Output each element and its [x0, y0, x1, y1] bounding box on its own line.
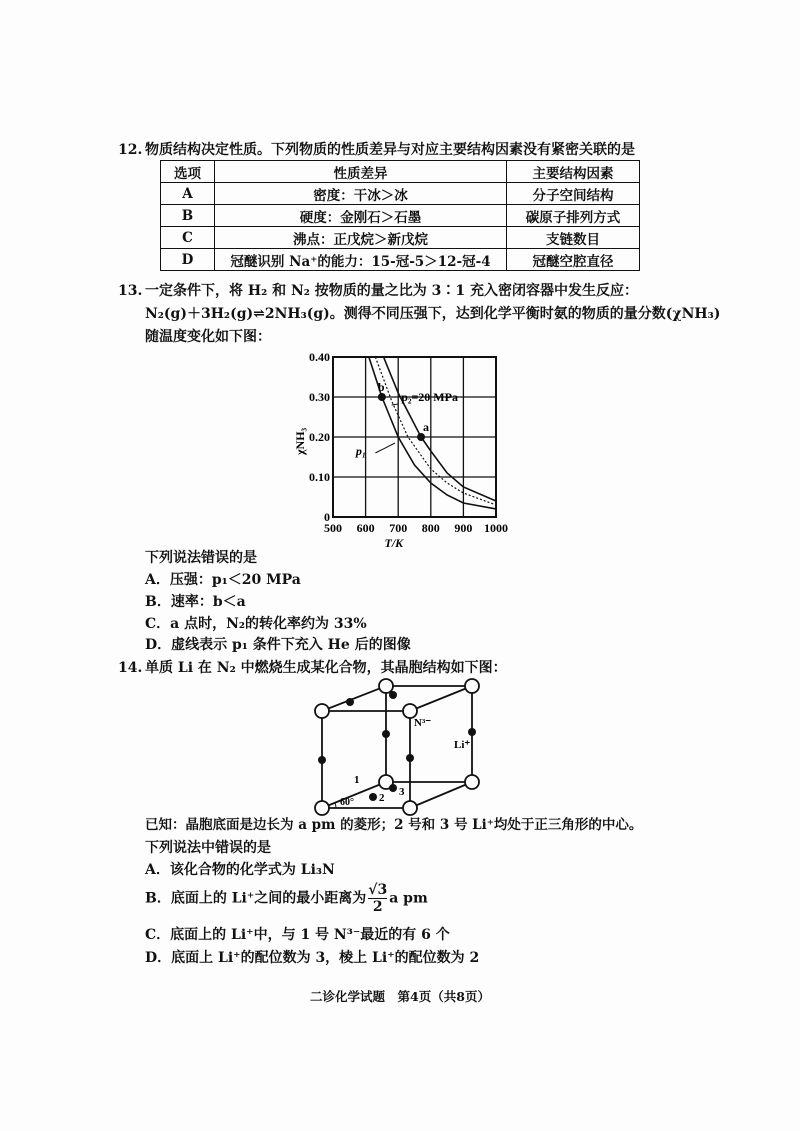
table-cell: 沸点：正戊烷＞新戊烷	[215, 227, 507, 249]
point-label: a	[423, 420, 430, 434]
q13-line1: 一定条件下，将 H₂ 和 N₂ 按物质的量之比为 3∶1 充入密闭容器中发生反应：	[145, 283, 639, 299]
q14-option-d: D．底面上 Li⁺的配位数为 3，棱上 Li⁺的配位数为 2	[145, 950, 480, 966]
y-tick-label: 0.40	[309, 350, 330, 364]
y-axis-label: χNH₃	[293, 427, 307, 455]
table-cell: D	[161, 249, 215, 271]
table-cell: 密度：干冰＞冰	[215, 183, 507, 205]
q12-stem: 物质结构决定性质。下列物质的性质差异与对应主要结构因素没有紧密关联的是	[145, 142, 635, 158]
table-header: 选项	[161, 161, 215, 183]
q14-option-a: A．该化合物的化学式为 Li₃N	[145, 862, 335, 878]
table-cell: 支链数目	[507, 227, 640, 249]
fraction-numerator: √3	[368, 882, 388, 898]
table-header: 性质差异	[215, 161, 507, 183]
q14-option-b	[145, 882, 428, 915]
q13-line3: 随温度变化如下图：	[145, 329, 271, 345]
table-cell: C	[161, 227, 215, 249]
label-1: 1	[354, 774, 360, 786]
x-tick-label: 1000	[484, 521, 508, 535]
q13-number: 13.	[118, 283, 143, 299]
q14-question: 下列说法中错误的是	[145, 840, 271, 856]
table-header: 主要结构因素	[507, 161, 640, 183]
x-tick-label: 600	[356, 521, 375, 535]
q13-option-b: B．速率：b＜a	[145, 594, 246, 610]
q13-line2: N₂(g)＋3H₂(g)⇌2NH₃(g)。测得不同压强下，达到化学平衡时氨的物质的量分数(χNH₃)	[145, 306, 721, 322]
angle-label: 60°	[340, 797, 354, 808]
fraction	[368, 882, 387, 915]
option-b-unit: a pm	[389, 890, 428, 907]
x-axis-label: T/K	[384, 536, 404, 550]
q13-option-c: C．a 点时，N₂的转化率约为 33%	[145, 616, 367, 632]
label-3: 3	[399, 786, 405, 798]
table-cell: 冠醚空腔直径	[507, 249, 640, 271]
page-footer: 二诊化学试题 第4页（共8页）	[310, 989, 490, 1004]
x-tick-label: 500	[324, 521, 342, 535]
q13-option-a: A．压强：p₁＜20 MPa	[145, 572, 301, 588]
q14-number: 14.	[118, 660, 143, 676]
table-cell: 冠醚识别 Na⁺的能力：15-冠-5＞12-冠-4	[215, 249, 507, 271]
table-cell: 分子空间结构	[507, 183, 640, 205]
table-cell: 硬度：金刚石＞石墨	[215, 205, 507, 227]
x-tick-label: 700	[389, 521, 408, 535]
y-tick-label: 0.20	[309, 430, 330, 444]
q14-known: 已知：晶胞底面是边长为 a pm 的菱形；2 号和 3 号 Li⁺均处于正三角形的中心。	[145, 817, 643, 833]
point-label: b	[377, 380, 385, 394]
x-tick-label: 900	[454, 521, 473, 535]
fraction-denominator: 2	[372, 899, 383, 915]
series-label-p1: p₁	[355, 444, 367, 458]
n3-label: N³⁻	[414, 717, 432, 729]
table-cell: A	[161, 183, 215, 205]
q14-stem: 单质 Li 在 N₂ 中燃烧生成某化合物，其晶胞结构如下图：	[145, 660, 507, 676]
y-tick-label: 0.10	[309, 470, 330, 484]
x-tick-label: 800	[421, 521, 440, 535]
y-tick-label: 0.30	[309, 390, 330, 404]
table-cell: B	[161, 205, 215, 227]
y-tick-label: 0	[324, 510, 330, 524]
q13-question: 下列说法错误的是	[145, 550, 257, 566]
series-label-p2: p₂=20 MPa	[401, 390, 458, 404]
q14-option-c: C．底面上的 Li⁺中，与 1 号 N³⁻最近的有 6 个	[145, 927, 450, 943]
option-b-text: B．底面上的 Li⁺之间的最小距离为	[145, 890, 367, 907]
li-label: Li⁺	[454, 739, 471, 751]
label-2: 2	[379, 792, 385, 804]
q13-option-d: D．虚线表示 p₁ 条件下充入 He 后的图像	[145, 637, 411, 653]
q12-number: 12.	[118, 142, 143, 158]
lithium-ions	[318, 691, 476, 801]
table-cell: 碳原子排列方式	[507, 205, 640, 227]
